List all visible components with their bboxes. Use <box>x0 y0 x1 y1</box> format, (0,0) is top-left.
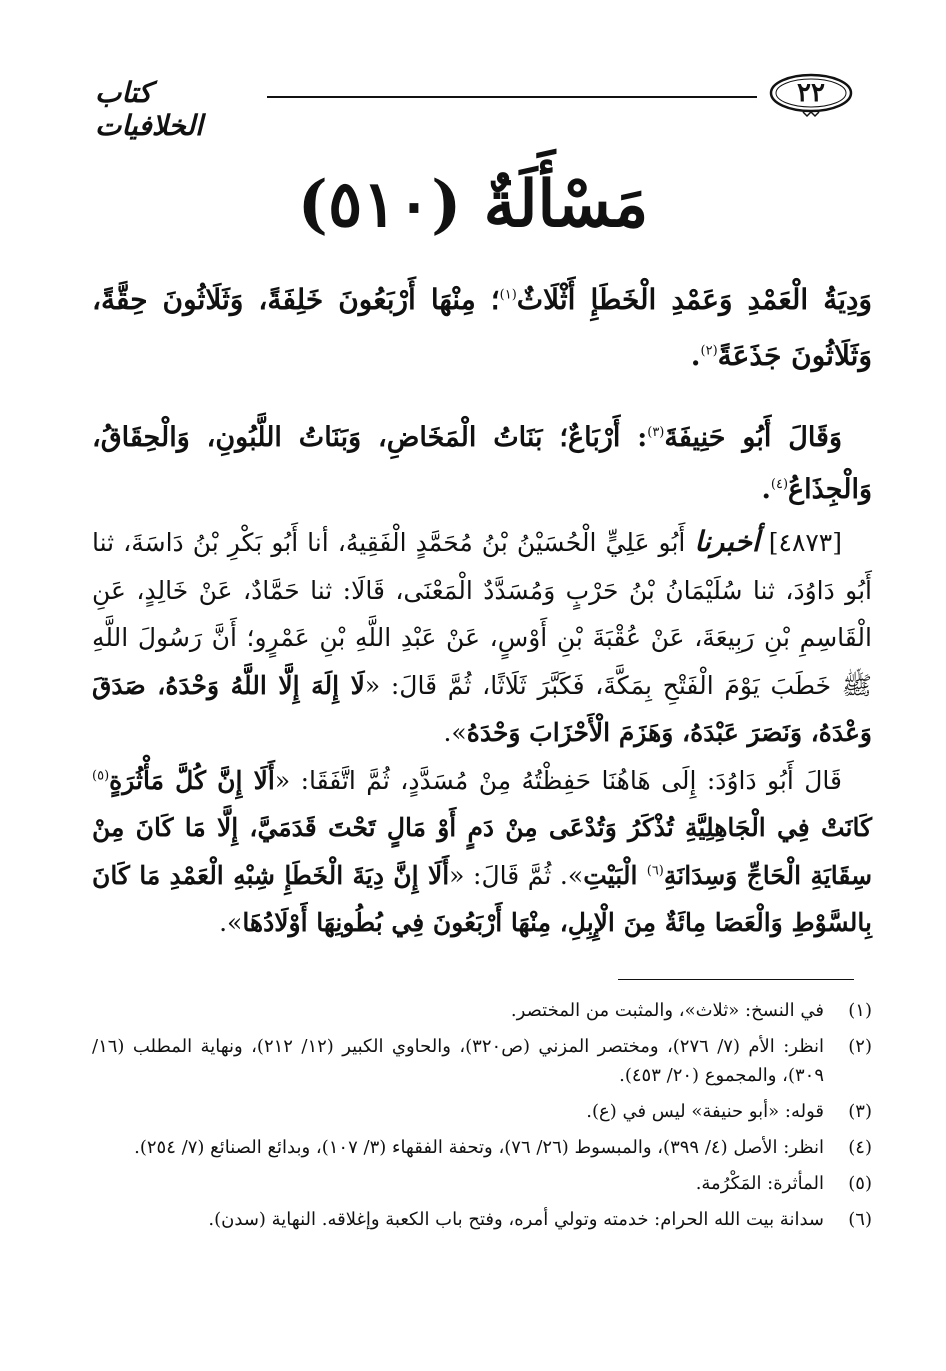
chapter-title: مَسْأَلَةٌ (٥١٠) <box>297 167 649 242</box>
footnote-text: انظر: الأم (٧/ ٢٧٦)، ومختصر المزني (ص٣٢٠)، والحاوي الكبير (١٢/ ٢١٢)، ونهاية المطلب (١٦/ ٣٠٩)، والمجموع (٢٠/ ٤٥٣). <box>92 1036 824 1086</box>
footnote-separator <box>618 979 854 980</box>
hadith-isnad: أَبُو عَلِيٍّ الْحُسَيْنُ بْنُ مُحَمَّدٍ الْفَقِيهُ، أنا أَبُو بَكْرِ بْنُ دَاسَةَ، ثنا أَبُو دَاوُدَ، ثنا سُلَيْمَانُ بْنُ حَرْبٍ وَمُسَدَّدٌ الْمَعْنَى، قَالَا: ثنا حَمَّادٌ، عَنْ خَالِدٍ، عَنِ الْقَاسِمِ بْنِ رَبِيعَةَ، عَنْ عُقْبَةَ بْنِ أَوْسٍ، عَنْ عَبْدِ اللَّهِ بْنِ عَمْرٍو؛ أَنَّ رَسُولَ اللَّهِ ﷺ خَطَبَ يَوْمَ الْفَتْحِ بِمَكَّةَ، فَكَبَّرَ ثَلَاثًا، ثُمَّ قَالَ: « <box>92 528 872 700</box>
hadith-matn-2b: كَانَتْ فِي الْجَاهِلِيَّةِ تُذْكَرُ وَتُدْعَى مِنْ دَمٍ أَوْ مَالٍ تَحْتَ قَدَمَيَّ، إِلَّا مَا كَانَ مِنْ سِقَايَةِ الْحَاجِّ وَسِدَانَةِ <box>92 813 873 890</box>
running-title: كتاب الخلافيات <box>95 76 203 142</box>
hadith-paragraph-1 <box>92 518 872 757</box>
matn-text-c: . <box>690 339 701 372</box>
hadith-p2-intro: قَالَ أَبُو دَاوُدَ: إِلَى هَاهُنَا حَفِظْتُهُ مِنْ مُسَدَّدٍ، ثُمَّ اتَّفَقَا: « <box>274 765 842 795</box>
footnote <box>92 1205 872 1234</box>
footnote-ref-6: (٦) <box>646 863 664 879</box>
footnotes <box>92 996 872 1241</box>
footnote <box>92 1032 872 1090</box>
footnote-ref-3: (٣) <box>647 425 665 440</box>
footnote-ref-1: (١) <box>499 287 517 303</box>
footnote-number: (٤) <box>848 1137 872 1158</box>
hanafi-text-c: . <box>761 474 771 505</box>
footnote-ref-5: (٥) <box>92 768 110 784</box>
footnote-text: قوله: «أبو حنيفة» ليس في (ع). <box>586 1101 824 1122</box>
hadith-close-1: ». <box>443 718 467 747</box>
hadith-matn-2a: أَلَا إِنَّ كُلَّ مَأْثُرَةٍ <box>109 765 275 795</box>
hadith-block <box>92 518 872 947</box>
matn-paragraph <box>92 272 872 384</box>
footnote-text: في النسخ: «ثلاث»، والمثبت من المختصر. <box>510 1000 824 1021</box>
footnote <box>92 996 872 1025</box>
footnote-number: (٣) <box>848 1101 872 1122</box>
hadith-close-2: ». <box>219 908 243 937</box>
hadith-paragraph-2 <box>92 757 872 947</box>
footnote-number: (٢) <box>848 1036 872 1057</box>
hanafi-text-b: : أَرْبَاعٌ؛ بَنَاتُ الْمَخَاضِ، وَبَنَاتُ اللَّبُونِ، وَالْحِقَاقُ، وَالْجِذَاعُ <box>92 422 872 505</box>
footnote-number: (١) <box>848 1000 872 1021</box>
footnote-text: انظر: الأصل (٤/ ٣٩٩)، والمبسوط (٢٦/ ٧٦)، وتحفة الفقهاء (٣/ ١٠٧)، وبدائع الصنائع (٧/ ٢٥٤). <box>134 1137 824 1158</box>
page-header <box>95 70 855 142</box>
hanafi-text-a: وَقَالَ أَبُو حَنِيفَةَ <box>664 422 842 453</box>
page-number: ٢٢ <box>797 78 825 108</box>
hadith-matn-1: لَا إِلَهَ إِلَّا اللَّهُ وَحْدَهُ، صَدَقَ وَعْدَهُ، وَنَصَرَ عَبْدَهُ، وَهَزَمَ الْأَحْزَابَ وَحْدَهُ <box>92 670 872 747</box>
footnote-number: (٥) <box>848 1173 872 1194</box>
header-rule <box>267 96 757 98</box>
footnote-text: المأثرة: المَكْرُمة. <box>695 1173 824 1194</box>
page-number-badge <box>767 72 855 118</box>
matn-text-b: ؛ مِنْهَا أَرْبَعُونَ خَلِفَةً، وَثَلَاثُونَ حِقَّةً، وَثَلَاثُونَ جَذَعَةً <box>92 283 872 372</box>
footnote-ref-2: (٢) <box>700 343 718 359</box>
hadith-mid: ». ثُمَّ قَالَ: « <box>449 860 584 890</box>
footnote <box>92 1169 872 1198</box>
footnote-number: (٦) <box>848 1209 872 1230</box>
hadith-matn-3: أَلَا إِنَّ دِيَةَ الْخَطَإِ شِبْهِ الْعَمْدِ مَا كَانَ بِالسَّوْطِ وَالْعَصَا مِائَةٌ مِنَ الْإِبِلِ، مِنْهَا أَرْبَعُونَ فِي بُطُونِهَا أَوْلَادُهَا <box>92 860 872 937</box>
akhbarana-label: أخبرنا <box>694 525 760 558</box>
hadith-number: [٤٨٧٣] <box>768 528 842 557</box>
footnote <box>92 1133 872 1162</box>
hadith-matn-2c: الْبَيْتِ <box>583 860 647 890</box>
footnote <box>92 1097 872 1126</box>
footnote-text: سدانة بيت الله الحرام: خدمته وتولي أمره، وفتح باب الكعبة وإغلاقه. النهاية (سدن). <box>208 1209 824 1230</box>
hanafi-paragraph <box>92 412 872 516</box>
footnote-ref-4: (٤) <box>770 477 789 492</box>
matn-text-a: وَدِيَةُ الْعَمْدِ وَعَمْدِ الْخَطَإِ أَثْلَاثٌ <box>516 283 872 316</box>
